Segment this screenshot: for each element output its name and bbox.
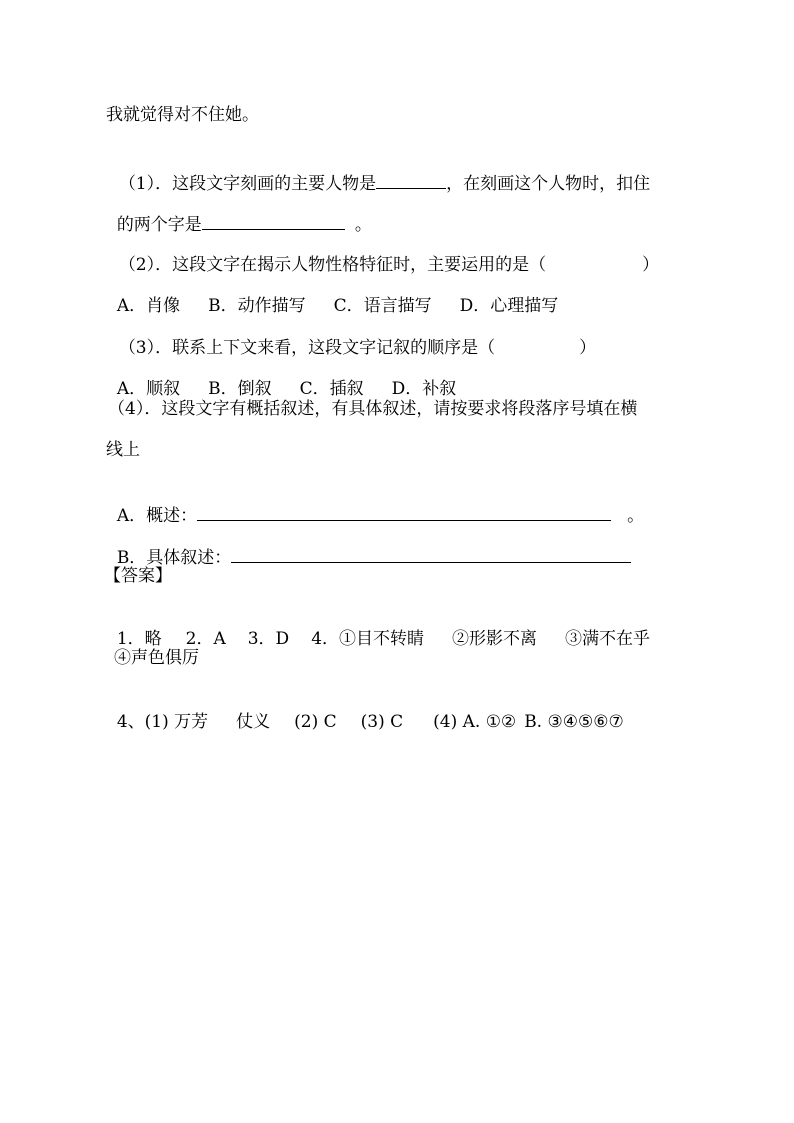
question-4-summary-label: A．概述：	[116, 506, 198, 526]
question-1-line-1	[108, 149, 651, 194]
question-1-line-2	[106, 190, 372, 235]
question-2-option-d[interactable]: D．心理描写	[459, 296, 559, 316]
question-3-prompt	[108, 315, 597, 358]
question-3-close: ）	[579, 338, 597, 358]
question-3-option-b[interactable]: B．倒叙	[208, 379, 272, 399]
question-1-blank-characters[interactable]	[202, 212, 345, 230]
question-2-close: ）	[642, 255, 660, 275]
question-1-text-a: （1）．这段文字刻画的主要人物是	[118, 174, 377, 194]
answer-item-4: 4．①目不转睛	[311, 629, 425, 649]
question-3-text: （3）．联系上下文来看，这段文字记叙的顺序是（	[118, 338, 496, 358]
question-1-text-b: ，在刻画这个人物时，扣住	[446, 174, 651, 194]
question-2-prompt	[108, 232, 660, 275]
question-1-text-c: 的两个字是	[116, 215, 202, 235]
answer-detail-2: 仗义	[236, 712, 271, 732]
question-4-summary-end: 。	[627, 506, 645, 526]
answer-detail-5: (4) A. ①②	[433, 712, 517, 732]
answer-item-2: 2．A	[185, 629, 226, 649]
question-2-option-c[interactable]: C．语言描写	[333, 296, 432, 316]
question-2-option-a[interactable]: A．肖像	[116, 296, 181, 316]
question-4-summary-line	[106, 481, 645, 526]
question-2-text: （2）．这段文字在揭示人物性格特征时，主要运用的是（	[118, 255, 547, 275]
answer-line-1	[106, 606, 651, 649]
question-4-prompt-line-1: （4）．这段文字有概括叙述，有具体叙述，请按要求将段落序号填在横	[108, 399, 638, 419]
question-3-option-a[interactable]: A．顺叙	[116, 379, 181, 399]
question-3-options	[106, 356, 457, 399]
question-4-summary-blank[interactable]	[197, 503, 611, 521]
passage-tail: 我就觉得对不住她。	[106, 105, 259, 125]
answer-item-1: 1．略	[116, 629, 162, 649]
answer-heading: 【答案】	[104, 566, 172, 586]
answer-item-3: 3．D	[247, 629, 290, 649]
answer-line-2: ④声色俱厉	[114, 648, 199, 668]
question-4-detail-label: B．具体叙述：	[116, 548, 232, 568]
answer-detail-6: B. ③④⑤⑥⑦	[524, 712, 624, 732]
question-3-option-c[interactable]: C．插叙	[299, 379, 364, 399]
question-4-prompt-line-2: 线上	[106, 440, 140, 460]
answer-detail-4: (3) C	[360, 712, 404, 732]
answer-detail-1: 4、(1) 万芳	[116, 712, 209, 732]
answer-line-3	[106, 689, 624, 732]
question-2-options	[106, 273, 559, 316]
question-4-detail-line	[106, 523, 631, 568]
answer-detail-3: (2) C	[294, 712, 337, 732]
question-1-text-d: 。	[354, 215, 372, 235]
question-4-detail-blank[interactable]	[231, 545, 631, 563]
question-1-blank-person[interactable]	[376, 171, 446, 189]
question-2-option-b[interactable]: B．动作描写	[208, 296, 306, 316]
answer-item-6: ③满不在乎	[565, 629, 651, 649]
answer-item-5: ②形影不离	[452, 629, 538, 649]
question-3-option-d[interactable]: D．补叙	[391, 379, 457, 399]
